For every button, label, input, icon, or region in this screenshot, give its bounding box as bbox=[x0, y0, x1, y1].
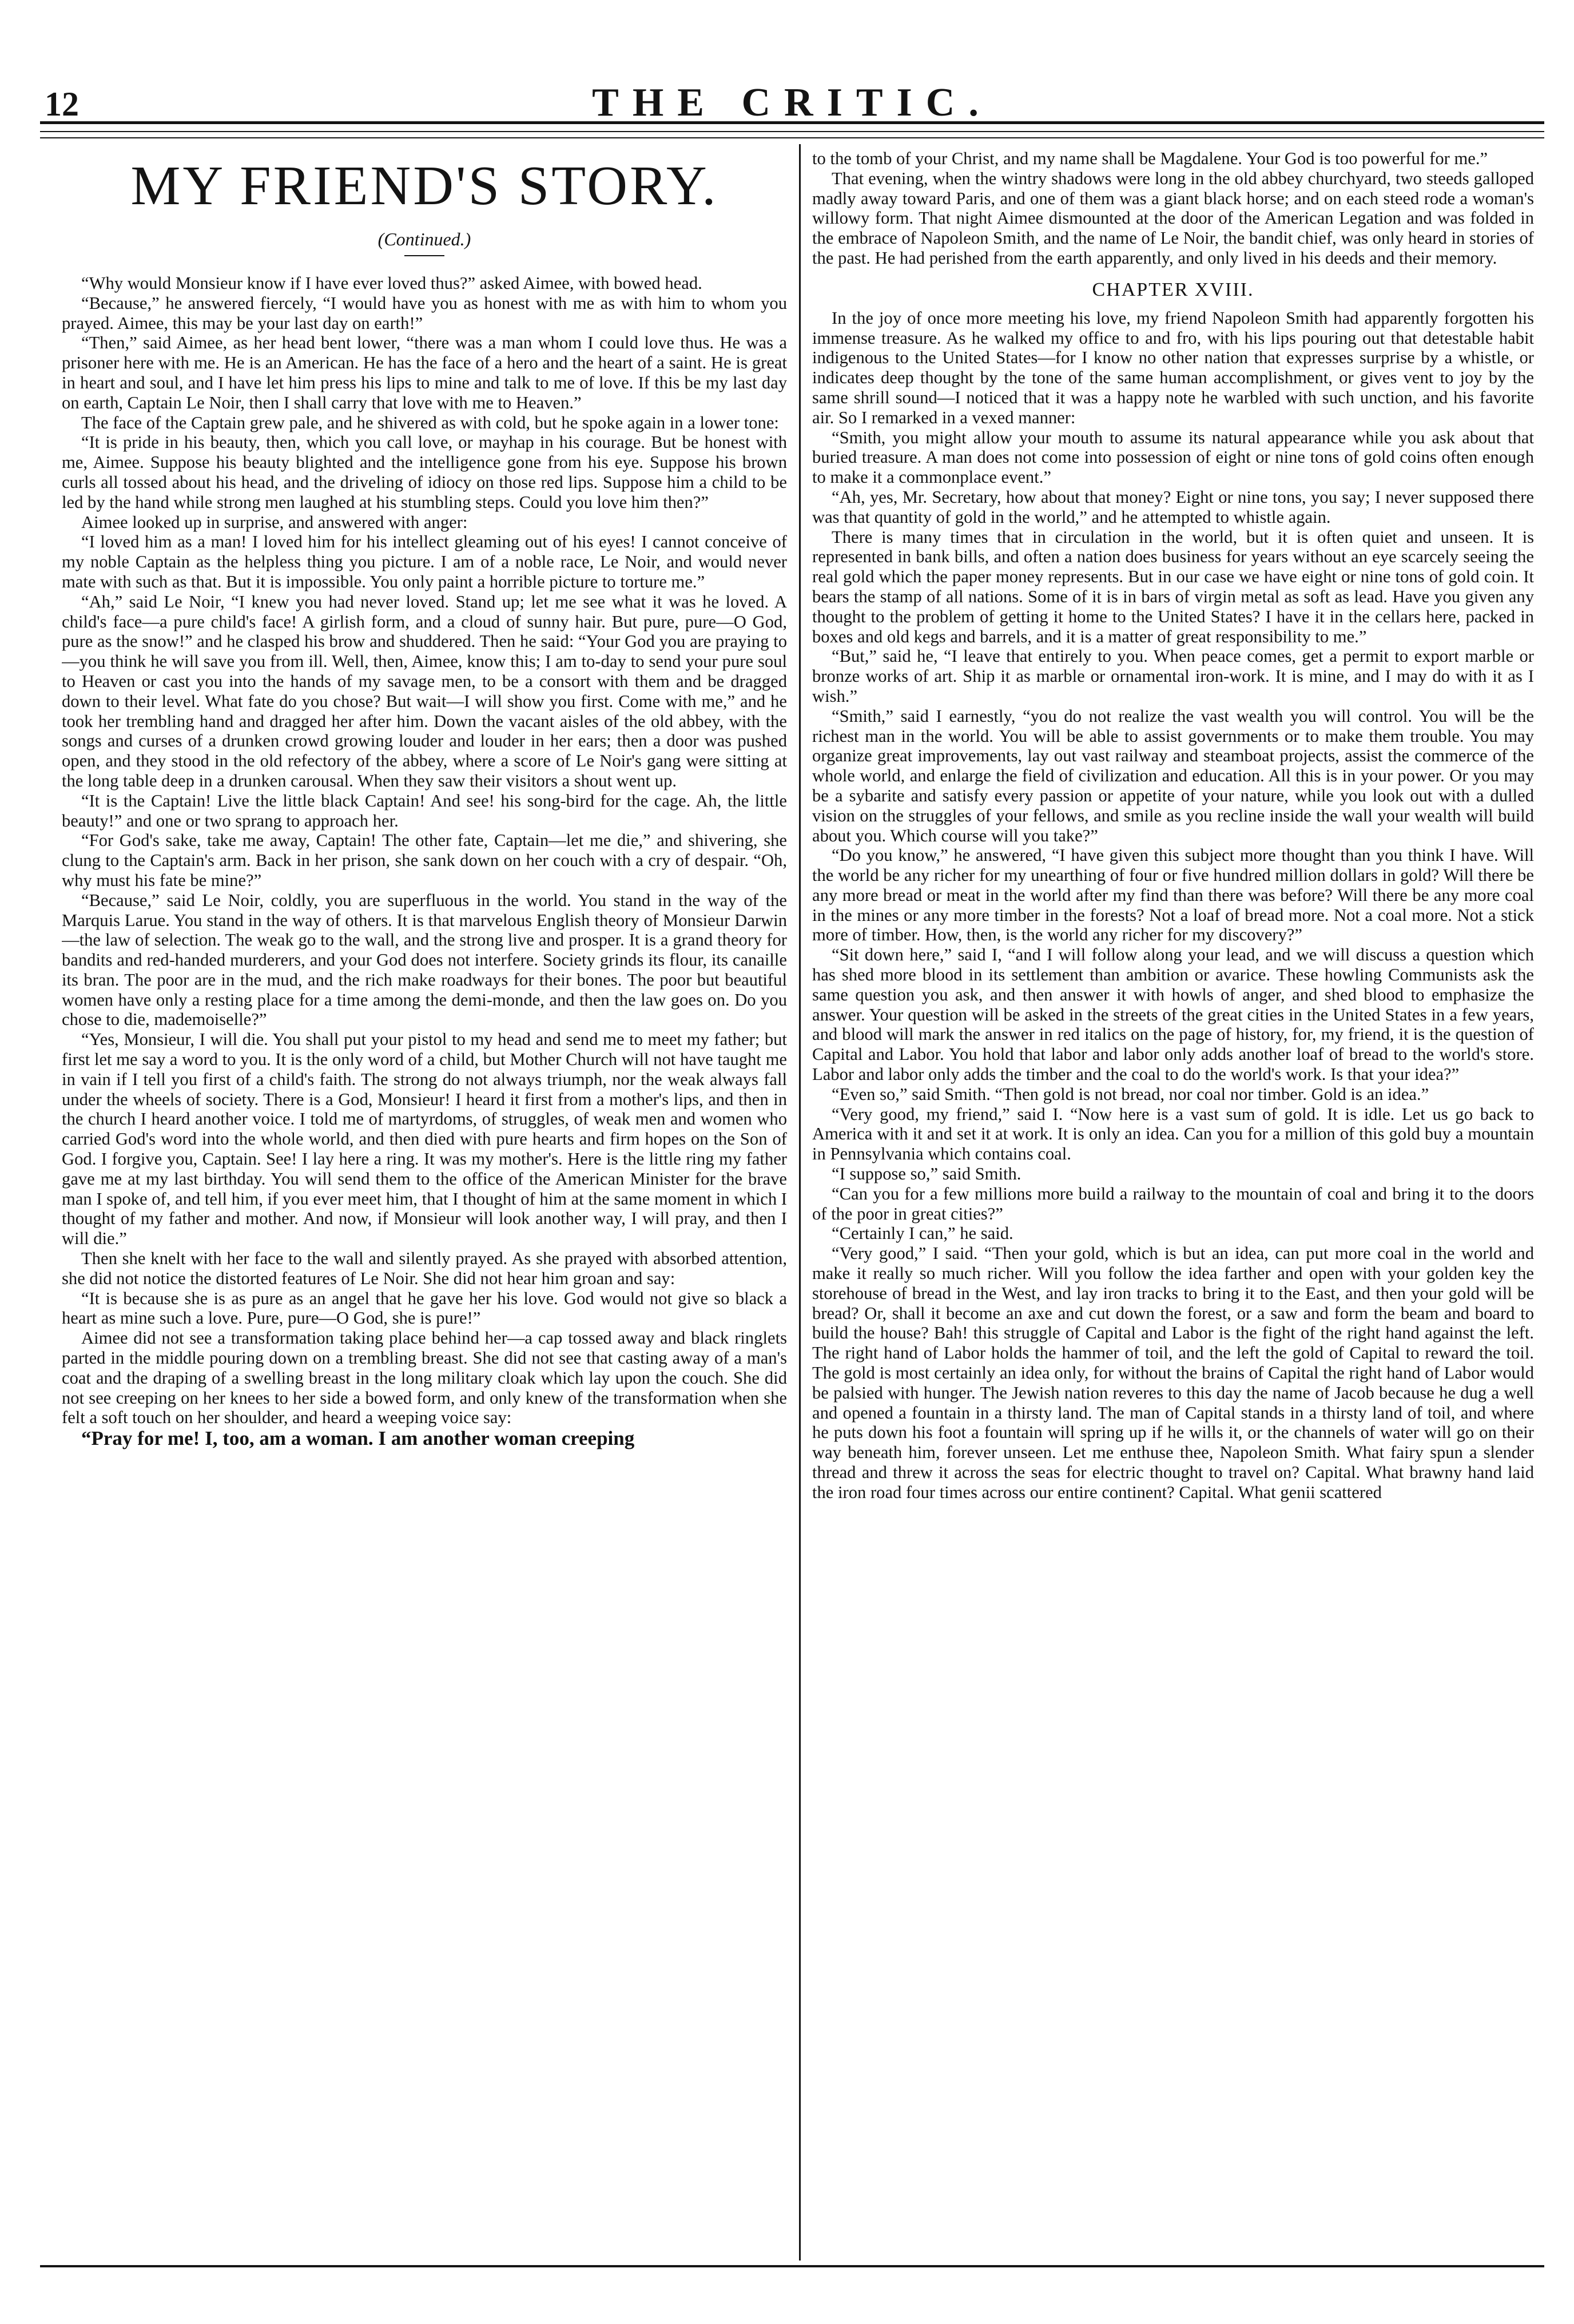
paragraph: “Even so,” said Smith. “Then gold is not bread, nor coal nor timber. Gold is an idea.” bbox=[832, 1084, 1429, 1104]
paragraph: There is many times that in circulation in the world, but it is often quiet and unseen. It is represented in bank bills, and often a nation does business for years without an eye scarcely seeing the real gold which the paper money represents. But in our case we have eight or nine tons of gold coin. It bears the stamp of all nations. Some of it is in bars of virgin metal as soft as lead. Have you given any thought to the problem of getting it home to the United States? I have it in the cellars here, packed in boxes and old kegs and barrels, and it is a matter of great responsibility to me.” bbox=[812, 527, 1534, 646]
paragraph: “Ah, yes, Mr. Secretary, how about that money? Eight or nine tons, you say; I never supposed there was that quantity of gold in the world,” and he attempted to whistle again. bbox=[812, 487, 1534, 527]
paragraph: “Pray for me! I, too, am a woman. I am another woman creeping bbox=[81, 1427, 635, 1450]
paragraph: “Because,” he answered fiercely, “I would have you as honest with me as with him to whom you prayed. Aimee, this may be your last day on earth!” bbox=[62, 293, 787, 333]
continued-note: (Continued.) bbox=[377, 229, 471, 249]
paragraph: “Certainly I can,” he said. bbox=[832, 1223, 1013, 1244]
paragraph: “Can you for a few millions more build a railway to the mountain of coal and bring it to the doors of the poor in great cities?” bbox=[812, 1183, 1534, 1223]
publication-name: THE CRITIC. bbox=[592, 81, 992, 125]
story-title: MY FRIEND'S STORY. bbox=[130, 155, 718, 217]
paragraph: “For God's sake, take me away, Captain! The other fate, Captain—let me die,” and shivering, she clung to the Captain's arm. Back in her prison, she sank down on her couch with a cry of despair. “Oh, why must his fate be mine?” bbox=[62, 831, 787, 890]
paragraph: “Ah,” said Le Noir, “I knew you had never loved. Stand up; let me see what it was he loved. A child's face—a pure child's face! A girlish form, and a cloud of sunny hair. But pure, pure—O God, pure as the snow!” and he clasped his brow and shuddered. Then he said: “Your God you are praying to—you think he will save you from ill. Well, then, Aimee, know this; I am to-day to send your pure soul to Heaven or cast you into the hands of my savage men, to be a consort with them and be dragged down to their level. What fate do you chose? But wait—I will show you first. Come with me,” and he took her trembling hand and dragged her after him. Down the vacant aisles of the old abbey, with the songs and curses of a drunken crowd growing louder and louder in her ears; then a door was pushed open, and they stood in the old refectory of the abbey, where a score of Le Noir's gang were sitting at the long table deep in a drunken carousal. When they saw their visitors a shout went up. bbox=[62, 591, 787, 790]
chapter-body bbox=[812, 308, 1534, 1503]
paragraph: “But,” said he, “I leave that entirely to you. When peace comes, get a permit to export marble or bronze works of art. Ship it as marble or ornamental iron-work. It is mine, and I may do with it as I wish.” bbox=[812, 646, 1534, 706]
paragraph: Aimee did not see a transformation taking place behind her—a cap tossed away and black ringlets parted in the middle pouring down on a trembling breast. She did not see that casting away of a man's coat and the draping of a swelling breast in the long military cloak which lay upon the couch. She did not see creeping on her knees to her side a bowed form, and only knew of the transformation when she felt a soft touch on her shoulder, and heard a weeping voice say: bbox=[62, 1328, 787, 1428]
chapter-heading: CHAPTER XVIII. bbox=[1092, 279, 1254, 300]
paragraph: “Sit down here,” said I, “and I will follow along your lead, and we will discuss a question which has shed more blood in its settlement than ambition or avarice. These howling Communists ask the same question you ask, and then answer it with howls of anger, and shed blood to emphasize the answer. Your question will be asked in the streets of the great cities in the United States in a few years, and blood will mark the answer in red italics on the page of history, for, my friend, it is the question of Capital and Labor. You hold that labor and labor only adds another loaf of bread to the world's store. Labor and labor only adds the timber and the coal to do the world's work. Is that your idea?” bbox=[812, 945, 1534, 1084]
paragraph: “It is because she is as pure as an angel that he gave her his love. God would not give so black a heart as mine such a love. Pure, pure—O God, she is pure!” bbox=[62, 1288, 787, 1328]
paragraph: “Why would Monsieur know if I have ever loved thus?” asked Aimee, with bowed head. bbox=[81, 273, 702, 293]
paragraph: Then she knelt with her face to the wall and silently prayed. As she prayed with absorbed attention, she did not notice the distorted features of Le Noir. She did not hear him groan and say: bbox=[62, 1249, 787, 1288]
left-column bbox=[62, 149, 787, 2259]
paragraph: “I loved him as a man! I loved him for his intellect gleaming out of his eyes! I cannot conceive of my noble Captain as the helpless thing you picture. I am of a noble race, Le Noir, and would never mate with such as that. But it is impossible. You only paint a horrible picture to torture me.” bbox=[62, 532, 787, 591]
paragraph: Aimee looked up in surprise, and answered with anger: bbox=[81, 512, 468, 532]
page-number: 12 bbox=[45, 85, 79, 123]
paragraph: In the joy of once more meeting his love, my friend Napoleon Smith had apparently forgotten his immense treasure. As he walked my office to and fro, with his lips pouring out that detestable habit indigenous to the United States—for I know no other nation that expresses surprise by a whistle, or indicates deep thought by the tone of the same human accomplishment, or gives vent to joy by the same shrill sound—I noticed that it was a happy note he warbled with such unction, and his favorite air. So I remarked in a vexed manner: bbox=[812, 308, 1534, 427]
paragraph: to the tomb of your Christ, and my name shall be Magdalene. Your God is too powerful for me.” bbox=[812, 149, 1488, 168]
paragraph: “Very good,” I said. “Then your gold, which is but an idea, can put more coal in the world and make it really so much richer. Will you follow the idea farther and open with your golden key the storehouse of bread in the West, and lay iron tracks to bring it to the East, and then your gold will be bread? Or, shall it become an axe and cut down the forest, or a saw and form the beam and board to build the house? Bah! this struggle of Capital and Labor is the fight of the right hand against the left. The right hand of Labor holds the hammer of toil, and the left the gold of Capital to reward the toil. The gold is most certainly an idea only, for without the brains of Capital the right hand of Labor would be palsied with hunger. The Jewish nation reveres to this day the name of Jacob because he dug a well and opened a fountain in a thirsty land. The man of Capital stands in a thirsty land of toil, and where he puts down his foot a fountain will spring up if he wills it, or the channels of water will go on their way beneath him, forever unseen. Let me enthuse thee, Napoleon Smith. What fairy spun a slender thread and threw it across the seas for electric thought to travel on? Capital. What brawny hand laid the iron road four times across our entire continent? Capital. What genii scattered bbox=[812, 1244, 1534, 1502]
paragraph: “Very good, my friend,” said I. “Now here is a vast sum of gold. It is idle. Let us go back to America with it and set it at work. It is only an idea. Can you for a million of this gold buy a mountain in Pennsylvania which contains coal. bbox=[812, 1104, 1534, 1164]
paragraph: “Because,” said Le Noir, coldly, you are superfluous in the world. You stand in the way of the Marquis Larue. You stand in the way of others. It is that marvelous English theory of Monsieur Darwin—the law of selection. The weak go to the wall, and the strong live and prosper. It is a grand theory for bandits and red-handed murderers, and your God does not interfere. Society grinds its flour, its canaille its bran. The poor are in the mud, and the rich make roadways for their bones. The poor but beautiful women have only a resting place for a time among the demi-monde, and then the law goes on. Do you chose to die, mademoiselle?” bbox=[62, 890, 787, 1030]
right-column-body bbox=[812, 149, 1534, 268]
paragraph: The face of the Captain grew pale, and he shivered as with cold, but he spoke again in a lower tone: bbox=[81, 412, 779, 432]
left-column-body bbox=[62, 273, 787, 1449]
paragraph: “Then,” said Aimee, as her head bent lower, “there was a man whom I could love thus. He was a prisoner here with me. He is an American. He has the face of a hero and the heart of a saint. He is great in heart and soul, and I have let him press his lips to mine and talk to me of love. If this be my last day on earth, Captain Le Noir, then I shall carry that love with me to Heaven.” bbox=[62, 333, 787, 412]
paragraph: “I suppose so,” said Smith. bbox=[832, 1164, 1021, 1184]
footer-rule bbox=[40, 2265, 1544, 2267]
paragraph: “Do you know,” he answered, “I have given this subject more thought than you think I have. Will the world be any richer for my unearthing of four or five hundred million dollars in gold? Will there be any more bread or meat in the world after my find than there was before? Will there be any more coal in the mines or any more timber in the forests? Not a loaf of bread more. Not a coal more. Not a stick more of timber. How, then, is the world any richer for my discovery?” bbox=[812, 845, 1534, 945]
paragraph: “It is pride in his beauty, then, which you call love, or mayhap in his courage. But be honest with me, Aimee. Suppose his beauty blighted and the intelligence gone from his eye. Suppose his brown curls all tossed about his head, and the driveling of idiocy on those red lips. Suppose him a child to be led by the hand while strong men laughed at his stumbling steps. Could you love him then?” bbox=[62, 432, 787, 512]
title-rule bbox=[404, 255, 444, 256]
paragraph: “Yes, Monsieur, I will die. You shall put your pistol to my head and send me to meet my father; but first let me say a word to you. It is the only word of a child, but Mother Church will not have taught me in vain if I tell you first of a child's faith. The strong do not always triumph, nor the weak always fall under the wheels of society. There is a God, Monsieur! I heard it first from a mother's lips, and then in the church I heard another voice. I told me of martyrdoms, of struggles, of weak men and women who carried God's word into the whole world, and then died with pure hearts and firm hopes on the Son of God. I forgive you, Captain. See! I lay here a ring. It was my mother's. Here is the little ring my father gave me at my last birthday. You will send them to the office of the American Minister for the brave man I spoke of, and tell him, if you ever meet him, that I thought of him at the same moment in which I thought of my father and mother. And now, if Monsieur will look another way, I will pray, and then I will die.” bbox=[62, 1030, 787, 1249]
masthead-rule-lower bbox=[40, 137, 1544, 138]
right-column bbox=[812, 149, 1534, 2259]
paragraph: “It is the Captain! Live the little black Captain! And see! his song-bird for the cage. Ah, the little beauty!” and one or two sprang to approach her. bbox=[62, 790, 787, 831]
paragraph: “Smith,” said I earnestly, “you do not realize the vast wealth you will control. You will be the richest man in the world. You will be able to assist governments or to make them trouble. You may organize great improvements, lay out vast railway and steamboat projects, assist the commerce of the whole world, and enlarge the field of civilization and education. All this is in your power. Or you may be a sybarite and satisfy every passion or appetite of your nature, while you look out with a dulled vision on the struggles of your fellows, and smile as you recline inside the wall your wealth will build about you. Which course will you take?” bbox=[812, 706, 1534, 845]
masthead-rule bbox=[40, 121, 1544, 132]
paragraph: That evening, when the wintry shadows were long in the old abbey churchyard, two steeds galloped madly away toward Paris, and one of them was a giant black horse; and on each steed rode a woman's willowy form. That night Aimee dismounted at the door of the American Legation and was folded in the embrace of Napoleon Smith, and the name of Le Noir, the bandit chief, was only heard in stories of the past. He had perished from the earth apparently, and only lived in his deeds and their memory. bbox=[812, 168, 1534, 268]
paragraph: “Smith, you might allow your mouth to assume its natural appearance while you ask about that buried treasure. A man does not come into possession of eight or nine tons of gold coins often enough to make it a commonplace event.” bbox=[812, 427, 1534, 487]
column-rule bbox=[799, 144, 801, 2261]
